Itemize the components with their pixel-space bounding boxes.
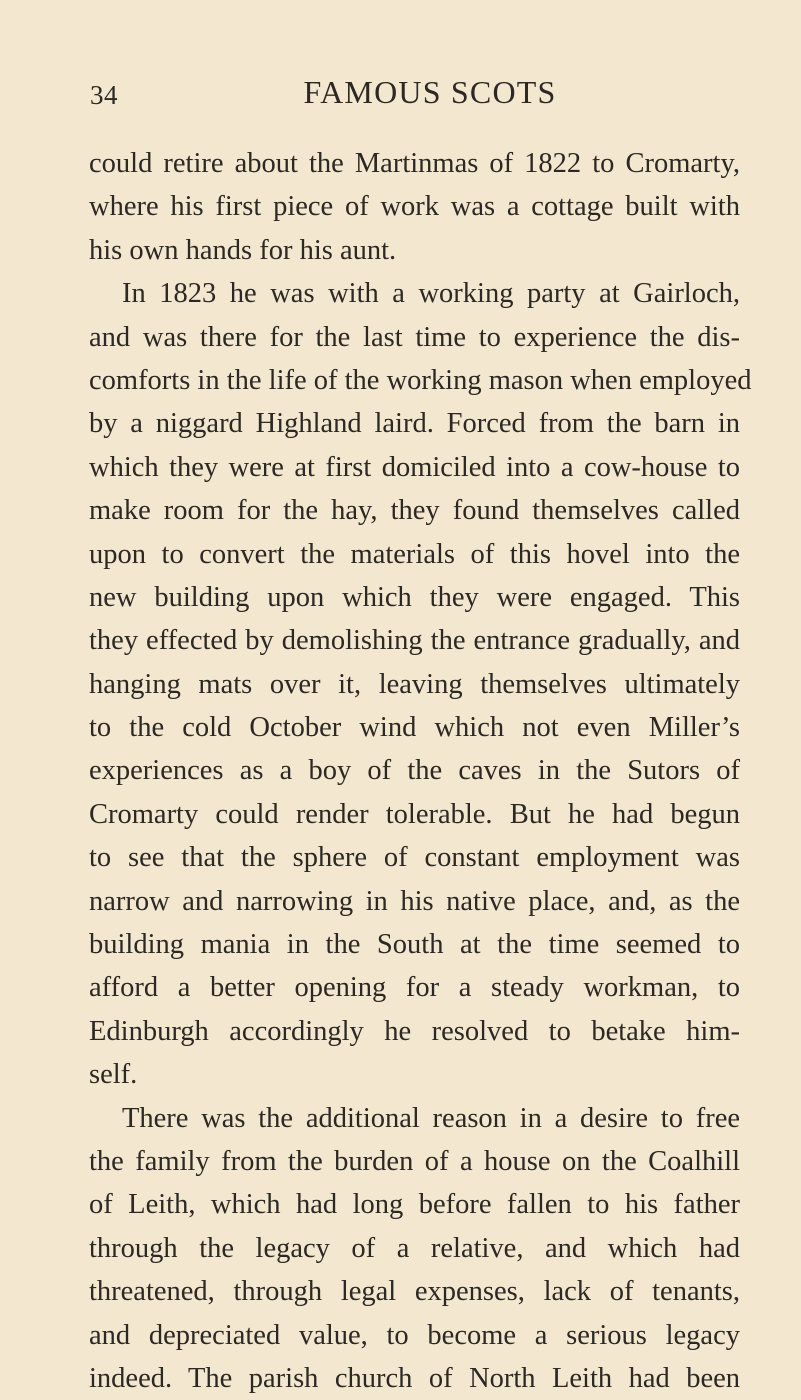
text-line: self. bbox=[89, 1059, 138, 1091]
text-line: make room for the hay, they found themselves called bbox=[89, 495, 740, 527]
text-line: the family from the burden of a house on the Coalhill bbox=[89, 1145, 740, 1177]
page-number: 34 bbox=[90, 80, 118, 110]
text-line: to see that the sphere of constant employment was bbox=[89, 842, 740, 874]
text-line: indeed. The parish church of North Leith had been bbox=[89, 1362, 740, 1394]
text-line: Edinburgh accordingly he resolved to betake him- bbox=[89, 1015, 740, 1047]
text-line: comforts in the life of the working mason when employed bbox=[89, 364, 752, 396]
text-line: There was the additional reason in a desire to free bbox=[122, 1102, 740, 1134]
text-line: Cromarty could render tolerable. But he had begun bbox=[89, 798, 740, 830]
running-title: FAMOUS SCOTS bbox=[303, 74, 557, 110]
text-line: his own hands for his aunt. bbox=[89, 234, 397, 266]
text-line: by a niggard Highland laird. Forced from the barn in bbox=[89, 408, 740, 440]
text-line: experiences as a boy of the caves in the Sutors of bbox=[89, 755, 740, 787]
text-line: they effected by demolishing the entrance gradually, and bbox=[89, 625, 740, 657]
text-line: and was there for the last time to experience the dis- bbox=[89, 321, 740, 353]
text-line: upon to convert the materials of this hovel into the bbox=[89, 538, 740, 570]
text-line: building mania in the South at the time seemed to bbox=[89, 929, 740, 961]
text-line: could retire about the Martinmas of 1822 to Cromarty, bbox=[89, 148, 740, 179]
text-line: of Leith, which had long before fallen to his father bbox=[89, 1189, 740, 1221]
text-line: through the legacy of a relative, and which had bbox=[89, 1232, 740, 1264]
text-line: threatened, through legal expenses, lack of tenants, bbox=[89, 1276, 740, 1308]
text-line: where his first piece of work was a cottage built with bbox=[89, 191, 740, 223]
text-line: and depreciated value, to become a serious legacy bbox=[89, 1319, 740, 1351]
text-line: afford a better opening for a steady workman, to bbox=[89, 972, 740, 1004]
text-line: new building upon which they were engaged. This bbox=[89, 581, 740, 613]
text-line: to the cold October wind which not even Miller’s bbox=[89, 712, 740, 744]
text-line: which they were at first domiciled into a cow-house to bbox=[89, 451, 740, 483]
body-text bbox=[89, 142, 752, 1400]
text-line: narrow and narrowing in his native place, and, as the bbox=[89, 885, 740, 917]
text-line: In 1823 he was with a working party at Gairloch, bbox=[122, 278, 740, 310]
text-line: hanging mats over it, leaving themselves ultimately bbox=[89, 668, 740, 700]
page-header bbox=[90, 74, 740, 122]
